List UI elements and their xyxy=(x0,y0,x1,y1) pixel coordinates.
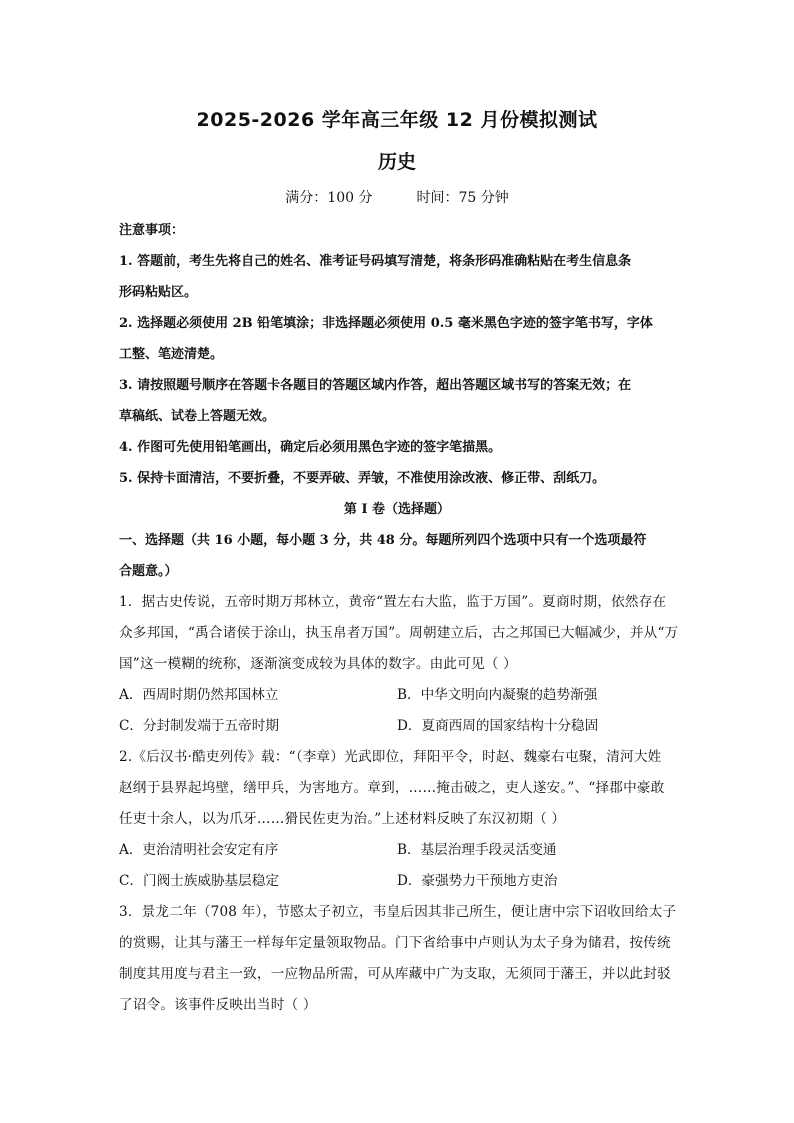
notice-line: 草稿纸、试卷上答题无效。 xyxy=(119,409,276,424)
question-3 xyxy=(119,897,675,1021)
option-row xyxy=(119,835,675,866)
notice-block xyxy=(119,215,675,494)
question-text: 3．景龙二年（708 年），节愍太子初立，韦皇后因其非己所生，便让唐中宗下诏收回给太子 xyxy=(119,904,677,920)
notice-line: 工整、笔迹清楚。 xyxy=(119,347,224,362)
option-d: D．夏商西周的国家结构十分稳固 xyxy=(397,718,599,734)
full-score: 满分：100 分 xyxy=(285,190,373,206)
notice-heading: 注意事项： xyxy=(119,223,185,238)
question-text: 了诏令。该事件反映出当时（ ） xyxy=(119,997,317,1013)
option-row xyxy=(119,711,675,742)
option-row xyxy=(119,866,675,897)
option-d: D．豪强势力干预地方吏治 xyxy=(397,873,558,889)
option-row xyxy=(119,680,675,711)
exam-meta xyxy=(0,187,794,207)
question-text: 国”这一模糊的统称，逐渐演变成较为具体的数字。由此可见（ ） xyxy=(119,656,517,672)
question-text: 任吏十余人，以为爪牙……猾民佐吏为治。”上述材料反映了东汉初期（ ） xyxy=(119,811,566,827)
exam-title: 2025-2026 学年高三年级 12 月份模拟测试 xyxy=(196,109,598,131)
notice-line: 4. 作图可先使用铅笔画出，确定后必须用黑色字迹的签字笔描黑。 xyxy=(119,440,502,455)
notice-line: 2. 选择题必须使用 2B 铅笔填涂；非选择题必须使用 0.5 毫米黑色字迹的签字笔书写，字体 xyxy=(119,316,653,331)
notice-line: 形码粘贴区。 xyxy=(119,285,198,300)
question-2 xyxy=(119,742,675,897)
option-c: C．分封制发端于五帝时期 xyxy=(119,718,279,734)
section-title: 第 I 卷（选择题） xyxy=(343,502,451,517)
option-a: A．西周时期仍然邦国林立 xyxy=(119,687,279,703)
question-text: 的赏赐，让其与藩王一样每年定量领取物品。门下省给事中卢则认为太子身为储君，按传统 xyxy=(119,935,671,951)
section-instruction: 一、选择题（共 16 小题，每小题 3 分，共 48 分。每题所列四个选项中只有一个选项最符 xyxy=(119,533,647,548)
question-text: 2.《后汉书·酷吏列传》载：“（李章）光武即位，拜阳平令，时赵、魏豪右屯聚，清河大姓 xyxy=(119,749,662,765)
exam-body xyxy=(119,215,679,1021)
question-text: 赵纲于县界起坞壁，缮甲兵，为害地方。章到，……掩击破之，吏人遂安。”、“择郡中豪敢 xyxy=(119,780,665,796)
question-text: 1．据古史传说，五帝时期万邦林立，黄帝“置左右大监，监于万国”。夏商时期，依然存在 xyxy=(119,594,667,610)
option-a: A．吏治清明社会安定有序 xyxy=(119,842,279,858)
subject-title: 历史 xyxy=(377,151,416,173)
section-instruction: 合题意。） xyxy=(119,564,178,579)
notice-line: 1. 答题前，考生先将自己的姓名、准考证号码填写清楚，将条形码准确粘贴在考生信息条 xyxy=(119,254,632,269)
option-b: B．中华文明向内凝聚的趋势渐强 xyxy=(397,687,598,703)
question-1 xyxy=(119,587,679,742)
question-text: 制度其用度与君主一致，一应物品所需，可从库藏中广为支取，无须同于藩王，并以此封驳 xyxy=(119,966,671,982)
exam-time: 时间：75 分钟 xyxy=(416,190,509,206)
option-c: C．门阀士族威胁基层稳定 xyxy=(119,873,279,889)
question-text: 众多邦国，“禹合诸侯于涂山，执玉帛者万国”。周朝建立后，古之邦国已大幅减少，并从“万 xyxy=(119,625,679,641)
notice-line: 5. 保持卡面清洁，不要折叠，不要弄破、弄皱，不准使用涂改液、修正带、刮纸刀。 xyxy=(119,471,606,486)
option-b: B．基层治理手段灵活变通 xyxy=(397,842,557,858)
notice-line: 3. 请按照题号顺序在答题卡各题目的答题区域内作答，超出答题区域书写的答案无效；在 xyxy=(119,378,632,393)
